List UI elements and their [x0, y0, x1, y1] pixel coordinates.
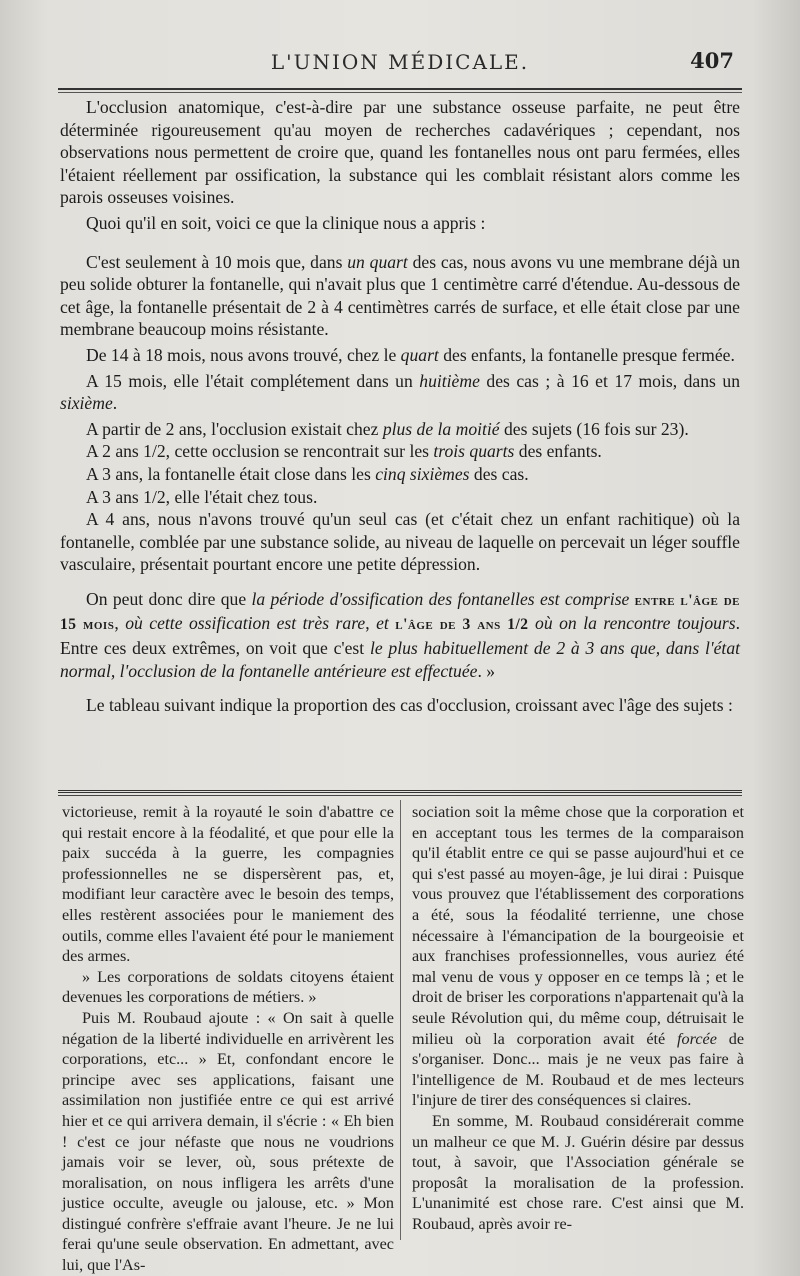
paragraph-conclusion: On peut donc dire que la période d'ossification des fontanelles est comprise entre l'âge de 15 mois, où cette ossification est très rare, et l'âge de 3 ans 1/2 où on la rencontre toujours. Entre ces deux extrêmes, on voit que c'est le plus habituellement de 2 à 3 ans que, dans l'état normal, l'occlusion de la fontanelle antérieure est effectuée. »: [60, 588, 741, 681]
paragraph-fourteen-months: De 14 à 18 mois, nous avons trouvé, chez le quart des enfants, la fontanelle presque fermée.: [86, 344, 735, 365]
left-paragraph-3: Puis M. Roubaud ajoute : « On sait à quelle négation de la liberté individuelle en arrivèrent les corporations, etc... » Et, confondant encore le principe avec ses applications, faisant une assimilation non justifiée entre ce qui est arrivé hier et ce qui arrivera demain, il s'écrie : « Eh bien ! c'est ce jour néfaste que nous ne voudrions jamais voir se lever, où, sous prétexte de moralisation, on nous infligera les arrêts d'une justice occulte, aveugle ou jalouse, etc. » Mon distingué confrère s'effraie avant l'heure. Je ne lui ferai qu'une seule observation. En admettant, avec lui, que l'As-: [62, 1008, 394, 1275]
paragraph-two-and-half-years: A 2 ans 1/2, cette occlusion se rencontrait sur les trois quarts des enfants.: [86, 441, 602, 462]
page-header: [60, 48, 740, 78]
paragraph-clinical-intro: Quoi qu'il en soit, voici ce que la clinique nous a appris :: [86, 212, 486, 233]
header-rule-thin: [58, 92, 742, 93]
left-paragraph-2: » Les corporations de soldats citoyens étaient devenues les corporations de métiers. »: [62, 967, 394, 1007]
left-paragraph-1: victorieuse, remit à la royauté le soin d'abattre ce qui restait encore à la féodalité, et que pour elle la paix succéda à la guerre, les compagnies professionnelles ne se dispersèrent pas, et, modifiant leur caractère avec le besoin des temps, elles restèrent associées pour le maniement des outils, comme elles l'avaient été pour le maniement des armes.: [62, 803, 394, 966]
section-divider-thin: [58, 795, 742, 796]
paragraph-four-years: A 4 ans, nous n'avons trouvé qu'un seul cas (et c'était chez un enfant rachitique) où la fontanelle, comblée par une substance solide, au niveau de laquelle on percevait un léger souffle vasculaire, présentait pourtant encore une petite dépression.: [60, 509, 740, 575]
paragraph-anatomical-occlusion: L'occlusion anatomique, c'est-à-dire par une substance osseuse parfaite, ne peut être déterminée rigoureusement qu'au moyen de recherches cadavériques ; cependant, nos observations nous permettent de croire que, quand les fontanelles nous ont paru fermées, elles l'étaient réellement par ossification, la substance qui les comblait résistant alors comme les parois osseuses voisines.: [60, 97, 740, 208]
paragraph-three-and-half-years: A 3 ans 1/2, elle l'était chez tous.: [86, 486, 318, 507]
header-rule: [58, 88, 742, 90]
column-divider: [400, 800, 401, 1240]
feuilleton-right-column: [412, 802, 744, 1234]
page-number: 407: [690, 48, 734, 73]
paragraph-table-intro: Le tableau suivant indique la proportion des cas d'occlusion, croissant avec l'âge des sujets :: [86, 695, 733, 716]
right-paragraph-1: sociation soit la même chose que la corporation et en acceptant tous les termes de la comparaison qu'il établit entre ce qui se passe aujourd'hui et ce qui s'est passé au moyen-âge, je lui dirai : Puisque vous prouvez que l'établissement des corporations a été, sous la féodalité terrienne, une chose nécessaire à l'émancipation de la bourgeoisie et aux franchises professionnelles, vous auriez été mal venu de vous y opposer en ce temps là ; et le droit de briser les corporations n'appartenait qu'à la seule Révolution qui, du même coup, détruisait le milieu où la corporation avait été forcée de s'organiser. Donc... mais je ne veux pas faire à l'intelligence de M. Roubaud et de mes lecteurs l'injure de tirer des conséquences si claires.: [412, 803, 744, 1110]
paragraph-three-years: A 3 ans, la fontanelle était close dans les cinq sixièmes des cas.: [86, 463, 529, 484]
paragraph-two-years: A partir de 2 ans, l'occlusion existait chez plus de la moitié des sujets (16 fois sur 23).: [86, 418, 689, 439]
section-divider: [58, 790, 742, 793]
running-title: L'UNION MÉDICALE.: [270, 50, 530, 74]
paragraph-ten-months: C'est seulement à 10 mois que, dans un quart des cas, nous avons vu une membrane déjà un peu solide obturer la fontanelle, qui n'avait plus que 1 centimètre carré d'étendue. Au-dessous de cet âge, la fontanelle présentait de 2 à 4 centimètres carrés de surface, et elle était close par une membrane beaucoup moins résistante.: [60, 251, 741, 340]
paragraph-fifteen-months: A 15 mois, elle l'était complétement dans un huitième des cas ; à 16 et 17 mois, dans un sixième.: [60, 370, 740, 414]
feuilleton-left-column: [62, 802, 394, 1276]
right-paragraph-2: En somme, M. Roubaud considérerait comme un malheur ce que M. J. Guérin désire par dessus tout, à savoir, que l'Association générale se proposât la moralisation de la profession. L'unanimité est chose rare. C'est ainsi que M. Roubaud, après avoir re-: [412, 1111, 744, 1233]
main-article-text: [60, 96, 740, 717]
